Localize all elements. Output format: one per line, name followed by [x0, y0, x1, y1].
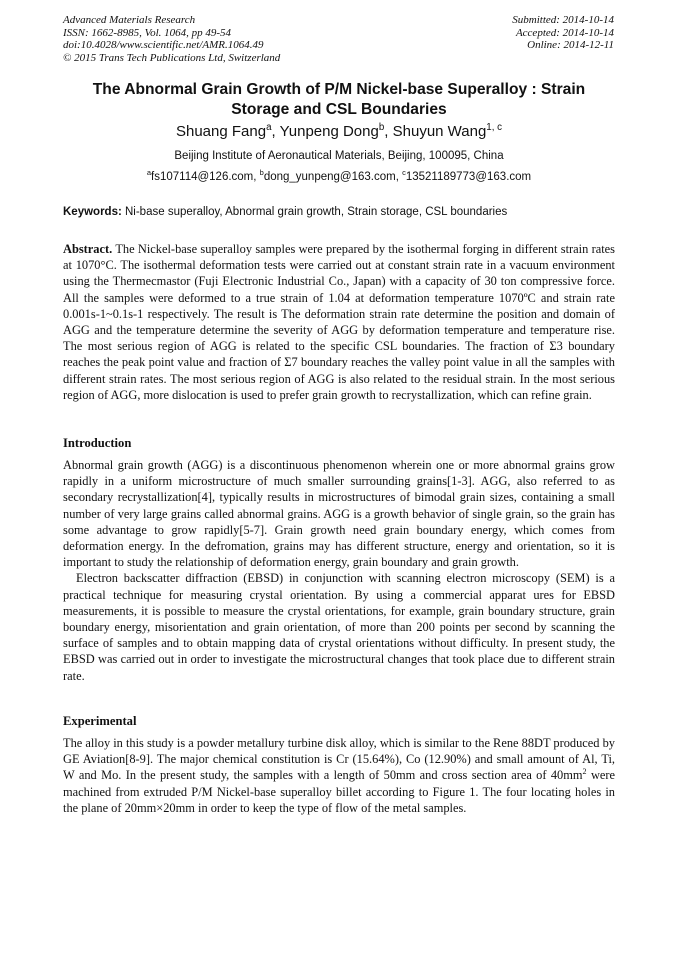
email-3-mark: c [402, 168, 406, 178]
keywords [63, 206, 615, 218]
author-2-affil: b [378, 122, 385, 133]
accepted-date: Accepted: 2014-10-14 [515, 26, 614, 39]
experimental-paragraph-1 [63, 735, 615, 816]
online-date: Online: 2014-12-11 [527, 39, 614, 51]
keywords-text: Ni-base superalloy, Abnormal grain growth, Strain storage, CSL boundaries [121, 206, 508, 218]
issn: ISSN: 1662-8985, Vol. 1064, pp 49-54 [63, 26, 232, 39]
email-2: dong_yunpeng@163.com, [263, 171, 403, 183]
publication-dates [512, 14, 614, 52]
copyright: © 2015 Trans Tech Publications Ltd, Switzerland [63, 51, 281, 64]
email-2-mark: b [259, 168, 264, 178]
experimental-text-b: were machined from extruded P/M Nickel-base superalloy billet according to Figure 1. The four locating holes in the plane of 20mm×20mm in order to keep the type of flow of the metal samples. [63, 768, 616, 815]
introduction-paragraph-2: Electron backscatter diffraction (EBSD) in conjunction with scanning electron microscopy (SEM) is a practical technique for measuring crystal orientation. By using a commercial apparat ures for EBSD measurements, it is possible to measure the crystal orientations, for example, grain boundary structure, grain boundary energy, misorientation and grain orientation, of more than 200 points per second by scanning the surface of samples and to obtain mapping data of crystal orientations without difficulty. In present study, the EBSD was carried out in order to investigate the microstructural changes that took place due to different strain rate. [63, 571, 615, 683]
affiliation: Beijing Institute of Aeronautical Materials, Beijing, 100095, China [174, 150, 504, 162]
doi: doi:10.4028/www.scientific.net/AMR.1064.49 [63, 39, 264, 51]
experimental-heading: Experimental [63, 714, 137, 728]
journal-info [63, 14, 280, 64]
abstract [63, 241, 615, 403]
title-line-1: The Abnormal Grain Growth of P/M Nickel-base Superalloy : Strain [92, 81, 586, 98]
author-separator: , [384, 123, 393, 140]
paper-title [63, 80, 615, 119]
keywords-label: Keywords: [63, 206, 122, 218]
journal-name: Advanced Materials Research [63, 14, 196, 26]
submitted-date: Submitted: 2014-10-14 [512, 14, 614, 26]
superscript-2: 2 [582, 767, 587, 777]
introduction-heading: Introduction [63, 436, 132, 450]
email-list [63, 168, 615, 183]
author-3-affil: 1, c [486, 122, 503, 133]
author-separator: , [271, 123, 280, 140]
experimental-body [63, 735, 615, 816]
title-line-2: Storage and CSL Boundaries [231, 100, 447, 118]
abstract-label: Abstract. [63, 242, 113, 256]
author-2: Yunpeng Dong [279, 123, 379, 140]
email-1-mark: a [146, 168, 152, 178]
author-3: Shuyun Wang [392, 123, 487, 140]
introduction-paragraph-1: Abnormal grain growth (AGG) is a discontinuous phenomenon wherein one or more abnormal grains grow rapidly in a uniform microstructure of much smaller surrounding grains[1-3]. AGG, also referred to as secondary recrystallization[4], typically results in microstructures of bimodal grain sizes, containing a small number of very large grains called abnormal grains. AGG is a growth behavior of single grain, so the grain has some advantage to grow rapidly[5-7]. Grain growth need grain boundary energy, which comes from deformation energy. In the defromation, grains may has different structure, energy and orientation, so it is important to study the relationship of deformation energy, grain boundary and grain growth. [63, 458, 615, 570]
email-1: fs107114@126.com, [151, 171, 260, 183]
experimental-text-a: The alloy in this study is a powder metallury turbine disk alloy, which is similar to the Rene 88DT produced by GE Aviation[8-9]. The major chemical constitution is Cr (15.64%), Co (12.90%) and small amount of Al, Ti, W and Mo. In the present study, the samples with a length of 50mm and cross section area of 40mm [63, 736, 615, 783]
author-list [63, 123, 615, 140]
abstract-text: The Nickel-base superalloy samples were prepared by the isothermal forging in different strain rates at 1070°C. The isothermal deformation tests were carried out at constant strain rate in a vacuum environment using the Thermecmastor (Fuji Electronic Industrial Co., Japan) with a capacity of 30 ton compressive force. All the samples were deformed to a true strain of 1.04 at deformation temperature 1070ºC and strain rate 0.001s-1~0.1s-1 respectively. The result is The deformation strain rate determine the position and domain of AGG and the temperature determine the severity of AGG by deformation temperature and temperature rise. The most serious region of AGG is related to the specific CSL boundaries. The fraction of Σ3 boundary reaches the peak point value and fraction of Σ7 boundary reaches the valley point value in all the samples with different strain rates. The most serious region of AGG is also related to the residual strain. In the most serious region of AGG, more dislocation is used to prefer grain growth to recrystallization, which can refine grain. [63, 242, 615, 402]
author-1: Shuang Fang [175, 123, 267, 140]
email-3: 13521189773@163.com [405, 171, 532, 183]
author-1-affil: a [266, 122, 272, 133]
introduction-body [63, 457, 615, 684]
